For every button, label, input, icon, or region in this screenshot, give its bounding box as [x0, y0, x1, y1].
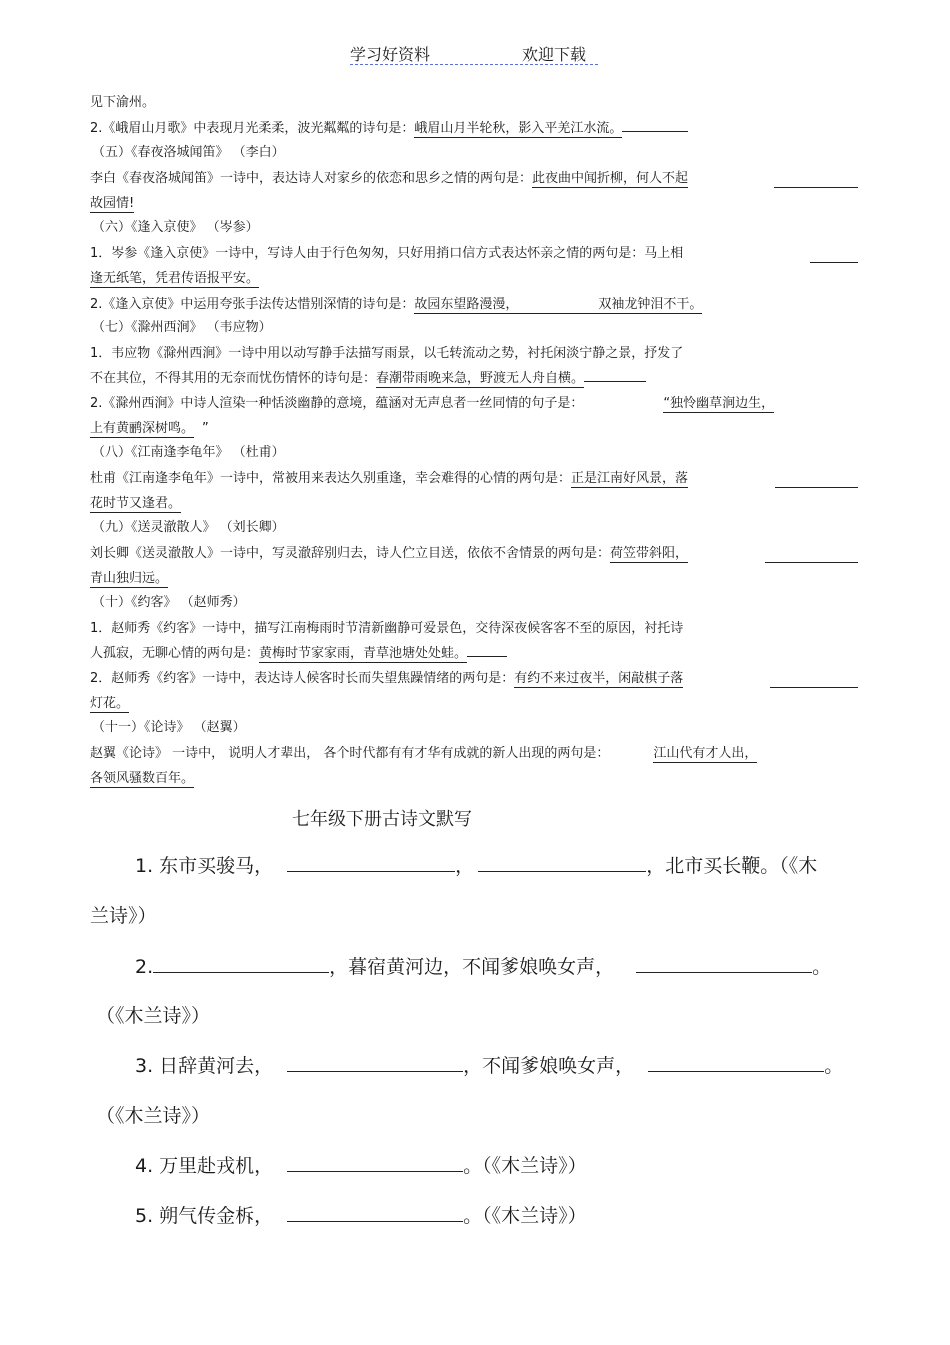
section-heading: （八）《江南逢李龟年》 （杜甫）: [92, 445, 285, 460]
answer-text: 此夜曲中闻折柳，何人不起: [532, 171, 689, 186]
answer-text: 江山代有才人出，: [653, 746, 758, 761]
answer-underline: [774, 187, 858, 188]
text-line: [90, 770, 194, 788]
answer-blank[interactable]: [636, 954, 812, 973]
text-line: 李白《春夜洛城闻笛》一诗中，表达诗人对家乡的依恋和思乡之情的两句是：此夜曲中闻折柳，何人不起: [90, 171, 689, 186]
page-header: [350, 42, 598, 65]
question-2-source: （《木兰诗》）: [96, 1005, 211, 1027]
answer-text: “独怜幽草涧边生，: [663, 396, 775, 411]
text-line: [90, 195, 134, 213]
answer-blank[interactable]: [478, 853, 646, 872]
section-heading: （六）《逢入京使》 （岑参）: [92, 220, 259, 235]
text-line: [90, 695, 129, 713]
text-line: 人孤寂，无聊心情的两句是：黄梅时节家家雨，青草池塘处处蛙。: [90, 645, 507, 663]
text-line: 杜甫《江南逢李龟年》一诗中，常被用来表达久别重逢，幸会难得的心情的两句是：正是江南好风景，落: [90, 471, 689, 486]
text-line: 刘长卿《送灵澈散人》一诗中，写灵澈辞别归去，诗人伫立目送，依依不舍情景的两句是：荷笠带斜阳，: [90, 546, 689, 561]
header-left-text: 学习好资料: [350, 45, 431, 64]
header-right-text: 欢迎下载: [522, 45, 587, 64]
text-line: 1．赵师秀《约客》一诗中，描写江南梅雨时节清新幽静可爱景色，交待深夜候客客不至的原因，衬托诗: [90, 621, 684, 636]
text-line: [90, 570, 168, 588]
answer-text: 青山独归远。: [90, 571, 169, 586]
answer-text: 花时节又逢君。: [90, 496, 182, 511]
question-4: 4. 万里赴戎机， 。（《木兰诗》）: [135, 1155, 587, 1177]
answer-text: 故园情!: [90, 196, 135, 211]
answer-underline: [765, 562, 858, 563]
answer-underline: [770, 687, 858, 688]
question-5: 5. 朔气传金柝， 。（《木兰诗》）: [135, 1205, 587, 1227]
answer-text: 有约不来过夜半，闲敲棋子落: [514, 671, 684, 686]
answer-text: 上有黄鹂深树鸣。: [90, 421, 195, 436]
answer-text: 逢无纸笔，凭君传语报平安。: [90, 271, 260, 286]
text-line: [90, 495, 181, 513]
question-3: 3. 日辞黄河去， ，不闻爹娘唤女声， 。: [135, 1055, 844, 1077]
answer-text: 各领风骚数百年。: [90, 771, 195, 786]
question-2: 2. ，暮宿黄河边，不闻爹娘唤女声， 。: [135, 956, 832, 978]
section-heading: （十一）《论诗》 （赵翼）: [92, 720, 246, 735]
answer-text: 荷笠带斜阳，: [610, 546, 689, 561]
answer-blank[interactable]: [287, 1203, 463, 1222]
text-line: 见下渝州。: [90, 95, 156, 110]
section-heading: （九）《送灵澈散人》 （刘长卿）: [92, 520, 285, 535]
text-line: 2.《滁州西涧》中诗人渲染一种恬淡幽静的意境，蕴涵对无声息者一丝同情的句子是： “独怜幽草涧边生，: [90, 396, 775, 411]
text-line: 不在其位，不得其用的无奈而忧伤情怀的诗句是：春潮带雨晚来急，野渡无人舟自横。: [90, 370, 646, 388]
section-title: 七年级下册古诗文默写: [292, 809, 472, 830]
answer-text: 正是江南好风景，落: [571, 471, 689, 486]
answer-blank[interactable]: [287, 853, 455, 872]
answer-blank[interactable]: [287, 1153, 463, 1172]
section-heading: （十）《约客》 （赵师秀）: [92, 595, 246, 610]
answer-text: 黄梅时节家家雨，青草池塘处处蛙。: [259, 646, 468, 661]
text-line: 1．岑参《逢入京使》一诗中，写诗人由于行色匆匆，只好用捎口信方式表达怀亲之情的两句是：马上相: [90, 246, 684, 261]
answer-blank[interactable]: [153, 954, 329, 973]
answer-text: 故园东望路漫漫， 双袖龙钟泪不干。: [414, 297, 703, 312]
question-1: 1. 东市买骏马， ， ，北市买长鞭。（《木: [135, 855, 818, 877]
answer-blank[interactable]: [648, 1053, 824, 1072]
question-3-source: （《木兰诗》）: [96, 1105, 211, 1127]
text-line: [90, 270, 259, 288]
text-line: 2.《逢入京使》中运用夸张手法传达惜别深情的诗句是：故园东望路漫漫， 双袖龙钟泪不干。: [90, 297, 703, 312]
text-line: 上有黄鹂深树鸣。 ”: [90, 421, 209, 436]
answer-underline: [775, 487, 858, 488]
answer-text: 灯花。: [90, 696, 130, 711]
question-1-source: 兰诗》）: [90, 905, 157, 927]
text-line: 2．赵师秀《约客》一诗中，表达诗人候客时长而失望焦躁情绪的两句是：有约不来过夜半，闲敲棋子落: [90, 671, 684, 686]
section-heading: （七）《滁州西涧》 （韦应物）: [92, 320, 272, 335]
text-line: 1．韦应物《滁州西涧》一诗中用以动写静手法描写雨景，以乇转流动之势，衬托闲淡宁静之景，抒发了: [90, 346, 684, 361]
answer-underline: [810, 262, 858, 263]
section-heading: （五）《春夜洛城闻笛》 （李白）: [92, 145, 285, 160]
answer-blank[interactable]: [287, 1053, 463, 1072]
text-line: 2.《峨眉山月歌》中表现月光柔柔，波光粼粼的诗句是：峨眉山月半轮秋，影入平羌江水流。: [90, 120, 688, 138]
answer-text: 峨眉山月半轮秋，影入平羌江水流。: [414, 121, 623, 136]
text-line: 赵翼《论诗》 一诗中， 说明人才辈出， 各个时代都有有才华有成就的新人出现的两句是： 江山代有才人出，: [90, 746, 758, 761]
answer-text: 春潮带雨晚来急，野渡无人舟自横。: [376, 371, 585, 386]
